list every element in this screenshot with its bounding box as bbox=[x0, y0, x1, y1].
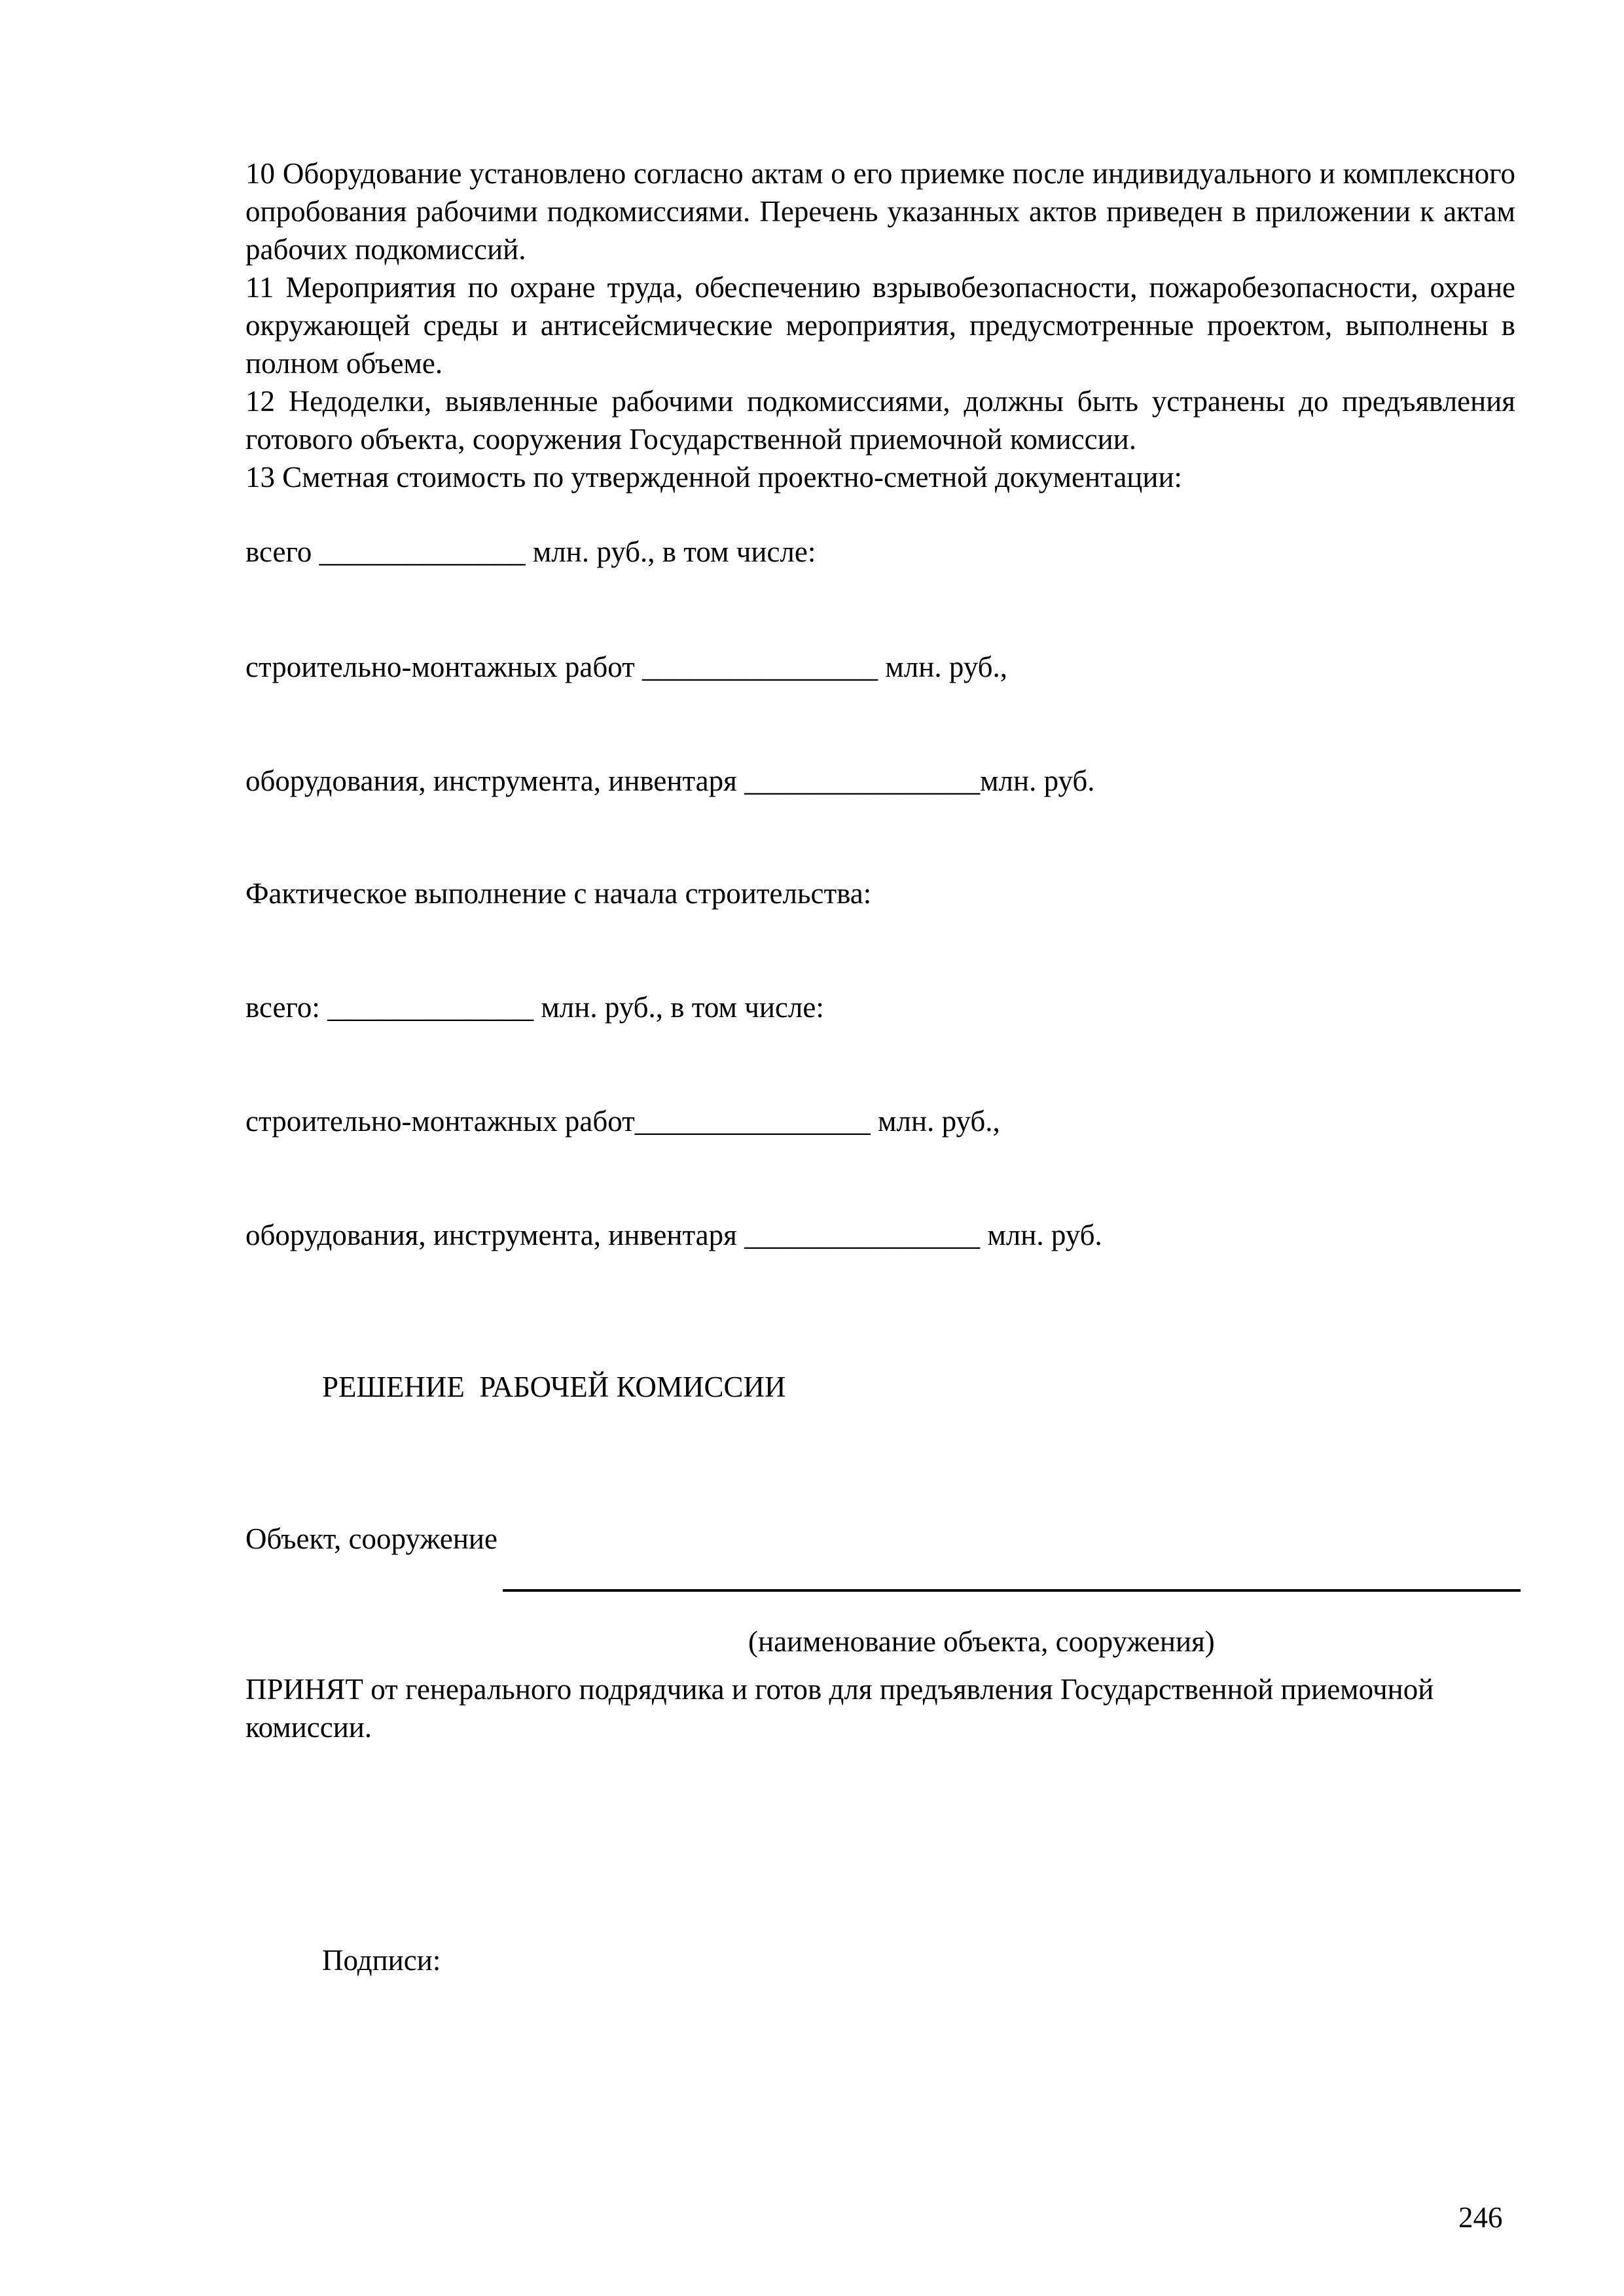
signatures-label: Подписи: bbox=[322, 1944, 441, 1977]
accepted-text: ПРИНЯТ от генерального подрядчика и готов для предъявления Государственной приемочной комиссии. bbox=[245, 1673, 1434, 1744]
estimate-total: всего ______________ млн. руб., в том числе: bbox=[245, 535, 816, 568]
decision-title: РЕШЕНИЕ РАБОЧЕЙ КОМИССИИ bbox=[322, 1371, 786, 1403]
accepted-block bbox=[245, 1670, 1515, 1746]
estimate-construction: строительно-монтажных работ ________________ млн. руб., bbox=[245, 651, 1008, 683]
object-caption: (наименование объекта, сооружения) bbox=[748, 1625, 1215, 1658]
item-11-text: 11 Мероприятия по охране труда, обеспечению взрывобезопасности, пожаробезопасности, охране окружающей среды и антисейсмические мероприятия, предусмотренные проектом, выполнены в полном объеме. bbox=[245, 271, 1515, 380]
page-number: 246 bbox=[1458, 2201, 1503, 2234]
numbered-items bbox=[245, 154, 1515, 496]
object-label: Объект, сооружение bbox=[245, 1522, 497, 1555]
actual-equipment: оборудования, инструмента, инвентаря ________________ млн. руб. bbox=[245, 1219, 1102, 1251]
object-name-line bbox=[503, 1589, 1521, 1592]
item-10-text: 10 Оборудование установлено согласно актам о его приемке после индивидуального и комплексного опробования рабочими подкомиссиями. Перечень указанных актов приведен в приложении к актам рабочих подкомиссий. bbox=[245, 157, 1515, 266]
actual-heading: Фактическое выполнение с начала строительства: bbox=[245, 877, 872, 910]
item-13-text: 13 Сметная стоимость по утвержденной проектно-сметной документации: bbox=[245, 461, 1183, 493]
item-12-text: 12 Недоделки, выявленные рабочими подкомиссиями, должны быть устранены до предъявления готового объекта, сооружения Государственной приемочной комиссии. bbox=[245, 385, 1515, 456]
actual-total: всего: ______________ млн. руб., в том числе: bbox=[245, 991, 824, 1024]
actual-construction: строительно-монтажных работ________________ млн. руб., bbox=[245, 1105, 1000, 1138]
estimate-equipment: оборудования, инструмента, инвентаря ________________млн. руб. bbox=[245, 764, 1095, 797]
